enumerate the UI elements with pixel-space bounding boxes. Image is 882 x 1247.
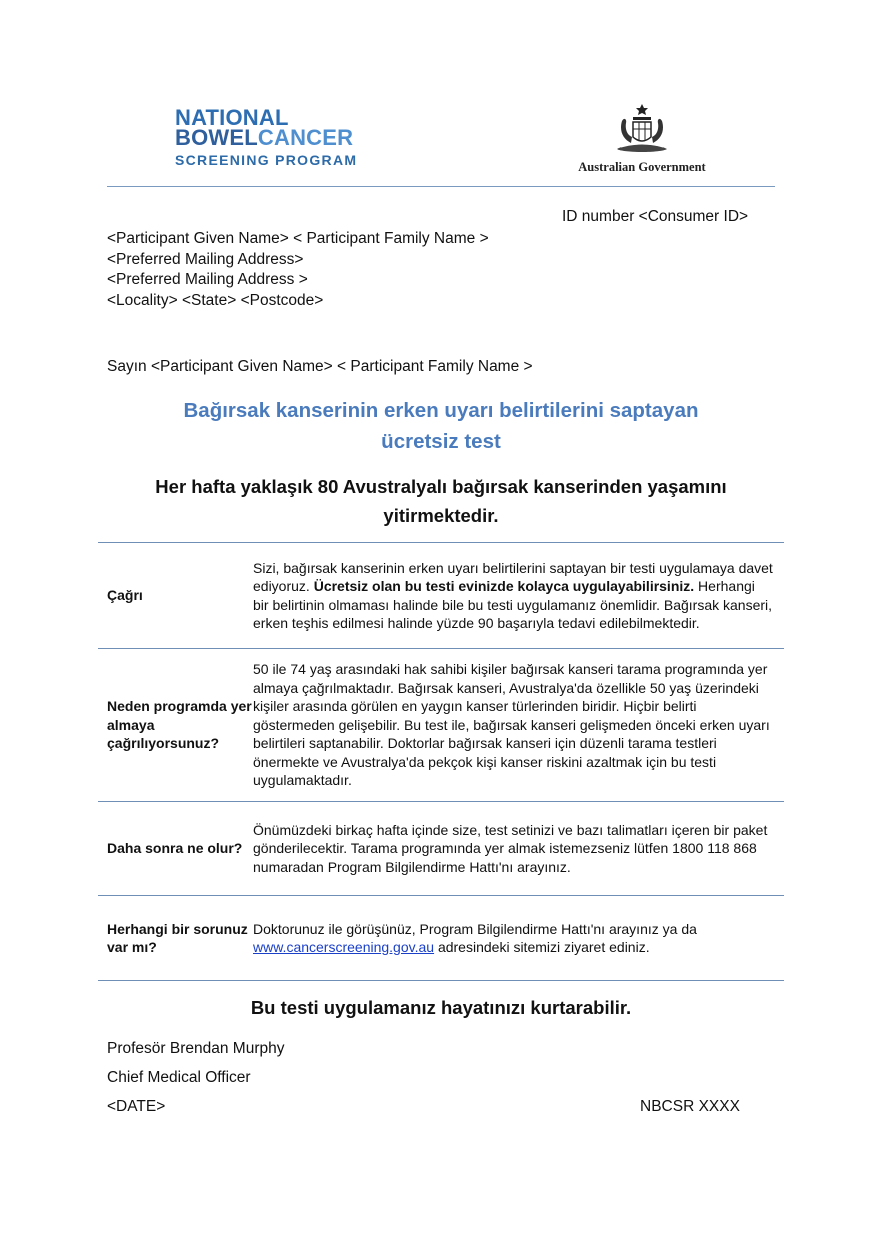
row-text-invitation [253,543,784,649]
table-row [98,802,784,896]
logo-word-bowel: BOWEL [175,125,258,150]
row-text-why: 50 ile 74 yaş arasındaki hak sahibi kişiler bağırsak kanseri tarama programında yer almaya çağrılmaktadır. Bağırsak kanseri, Avustralya'da özellikle 50 yaş üzerindeki kişiler arasında görülen en yaygın kanser türlerinden biridir. Hiçbir belirti göstermeden gelişebilir. Bu test ile, bağırsak kanseri gelişmeden önceki erken uyarı belirtileri saptanabilir. Doktorlar bağırsak kanseri için düzenli tarama testleri önermekte ve Avustralya'da pekçok kişi kanser riskini azaltmak için bu testi uygulamaktadır. [253,649,784,802]
logo-word-cancer: CANCER [257,125,354,150]
header-divider [107,186,775,187]
row-label-questions: Herhangi bir sorunuz var mı? [98,896,253,981]
row-text-questions [253,896,784,981]
logo-subtitle: SCREENING PROGRAM [175,152,358,168]
logo-line-bowel-cancer [175,125,375,150]
address-line-name: <Participant Given Name> < Participant Family Name > [107,230,489,247]
table-row [98,543,784,649]
page-subtitle-line-1: Her hafta yaklaşık 80 Avustralyalı bağırsak kanserinden yaşamını [155,476,727,497]
date-field: <DATE> [107,1098,166,1115]
row-text-invitation-a: Sizi, bağırsak kanserinin erken uyarı belirtilerini saptayan bir testi uygulamaya davet ediyoruz. [253,559,773,594]
website-link[interactable]: www.cancerscreening.gov.au [253,939,435,955]
row-text-questions-b: adresindeki sitemizi ziyaret ediniz. [434,939,650,955]
page-title [107,395,775,457]
row-label-next: Daha sonra ne olur? [98,802,253,896]
address-line-1: <Preferred Mailing Address> [107,250,304,268]
row-text-invitation-bold: Ücretsiz olan bu testi evinizde kolayca uygulayabilirsiniz. [313,578,695,594]
reference-code: NBCSR XXXX [640,1098,740,1115]
page-subtitle-line-2: yitirmektedir. [383,505,499,526]
page-subtitle [107,472,775,530]
row-label-why: Neden programda yer almaya çağrılıyorsunuz? [98,649,253,802]
row-text-questions-a: Doktorunuz ile görüşünüz, Program Bilgilendirme Hattı'nı arayınız ya da [253,920,697,937]
gov-text: Australian Government [578,160,706,174]
address-line-locality: <Locality> <State> <Postcode> [107,291,324,309]
signature-role: Chief Medical Officer [107,1069,251,1086]
signature-name: Profesör Brendan Murphy [107,1040,285,1057]
row-label-invitation: Çağrı [98,543,253,649]
page-title-line-2: ücretsiz test [381,430,501,453]
page-title-line-1: Bağırsak kanserinin erken uyarı belirtilerini saptayan [183,399,699,422]
nbcsp-logo [175,105,375,168]
row-text-next: Önümüzdeki birkaç hafta içinde size, test setinizi ve bazı talimatları içeren bir paket gönderilecektir. Tarama programında yer almak istemezseniz lütfen 1800 118 868 numaradan Program Bilgilendirme Hattı'nı arayınız. [253,802,784,896]
info-table [98,542,784,981]
table-row [98,896,784,981]
logo-line-national: NATIONAL [175,105,289,130]
address-line-2: <Preferred Mailing Address > [107,271,308,288]
australian-government-logo [572,103,712,175]
table-row [98,649,784,802]
coat-of-arms-icon [609,103,675,157]
salutation: Sayın <Participant Given Name> < Participant Family Name > [107,358,533,375]
row-text-invitation-b: Herhangi bir belirtinin olmaması halinde bile bu testi uygulamanız önemlidir. Bağırsak kanseri, erken teşhis edilmesi halinde yüzde 90 başarıyla tedavi edilebilmektedir. [253,578,773,631]
address-block [107,229,489,311]
id-number: ID number <Consumer ID> [562,208,749,225]
closing-statement: Bu testi uygulamanız hayatınızı kurtarabilir. [250,997,632,1018]
